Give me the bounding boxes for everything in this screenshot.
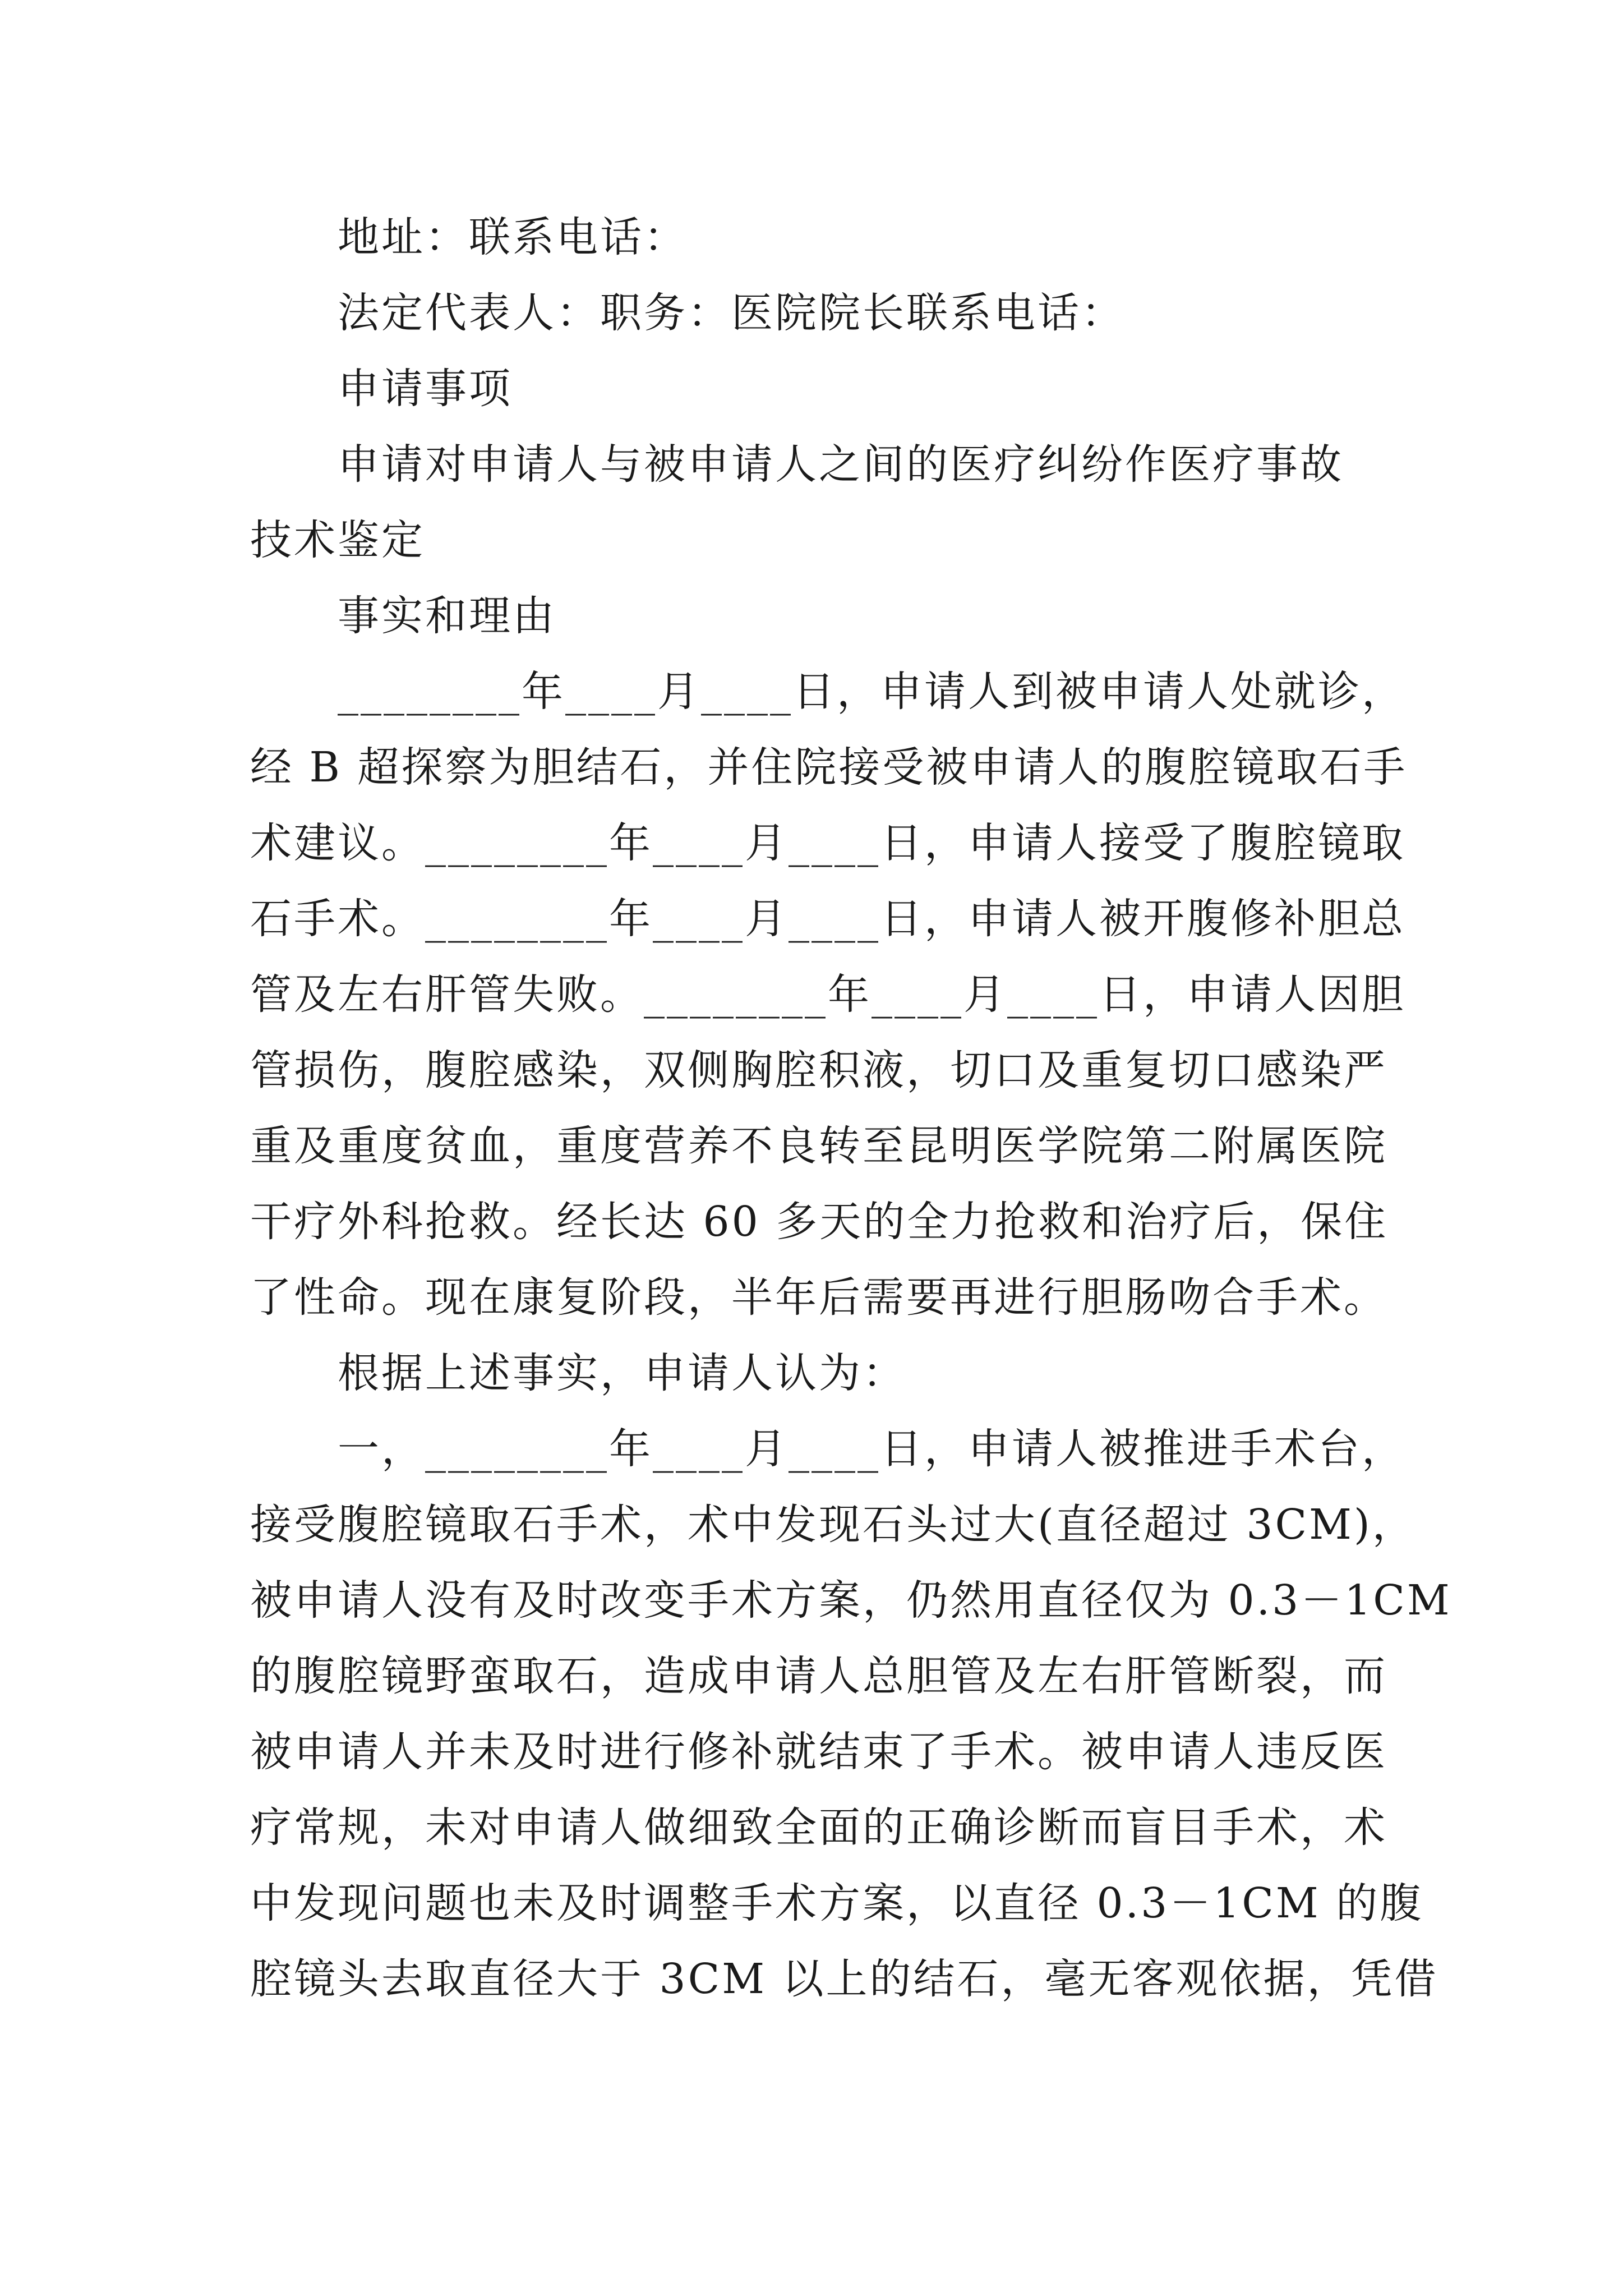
document-line: 事实和理由 [338, 592, 556, 640]
document-line: 的腹腔镜野蛮取石，造成申请人总胆管及左右肝管断裂，而 [250, 1652, 1387, 1700]
document-line: 根据上述事实，申请人认为： [338, 1349, 906, 1397]
document-line: 疗常规，未对申请人做细致全面的正确诊断而盲目手术，术 [250, 1803, 1387, 1852]
document-line: 被申请人没有及时改变手术方案，仍然用直径仅为 0.3－1CM [250, 1576, 1452, 1625]
document-line: ________年____月____日，申请人到被申请人处就诊， [338, 668, 1405, 716]
document-line: 接受腹腔镜取石手术，术中发现石头过大(直径超过 3CM)， [250, 1501, 1416, 1549]
document-line: 管损伤，腹腔感染，双侧胸腔积液，切口及重复切口感染严 [250, 1046, 1387, 1094]
document-line: 石手术。________年____月____日，申请人被开腹修补胆总 [250, 895, 1405, 943]
document-line: 地址：联系电话： [338, 213, 688, 261]
document-line: 了性命。现在康复阶段，半年后需要再进行胆肠吻合手术。 [250, 1273, 1387, 1322]
document-line: 腔镜头去取直径大于 3CM 以上的结石，毫无客观依据，凭借 [250, 1955, 1438, 2003]
document-line: 被申请人并未及时进行修补就结束了手术。被申请人违反医 [250, 1728, 1387, 1776]
document-line: 申请对申请人与被申请人之间的医疗纠纷作医疗事故 [338, 440, 1344, 489]
document-line: 经 B 超探察为胆结石，并住院接受被申请人的腹腔镜取石手 [250, 743, 1408, 792]
document-line: 一，________年____月____日，申请人被推进手术台， [338, 1425, 1405, 1473]
document-line: 管及左右肝管失败。________年____月____日，申请人因胆 [250, 970, 1405, 1019]
document-line: 重及重度贫血，重度营养不良转至昆明医学院第二附属医院 [250, 1122, 1387, 1170]
document-body [250, 200, 1452, 2017]
document-line: 技术鉴定 [250, 516, 425, 564]
document-line: 干疗外科抢救。经长达 60 多天的全力抢救和治疗后，保住 [250, 1198, 1389, 1246]
document-line: 法定代表人：职务：医院院长联系电话： [338, 289, 1125, 337]
document-line: 中发现问题也未及时调整手术方案，以直径 0.3－1CM 的腹 [250, 1879, 1424, 1927]
document-line: 申请事项 [338, 365, 513, 413]
document-line: 术建议。________年____月____日，申请人接受了腹腔镜取 [250, 819, 1405, 867]
